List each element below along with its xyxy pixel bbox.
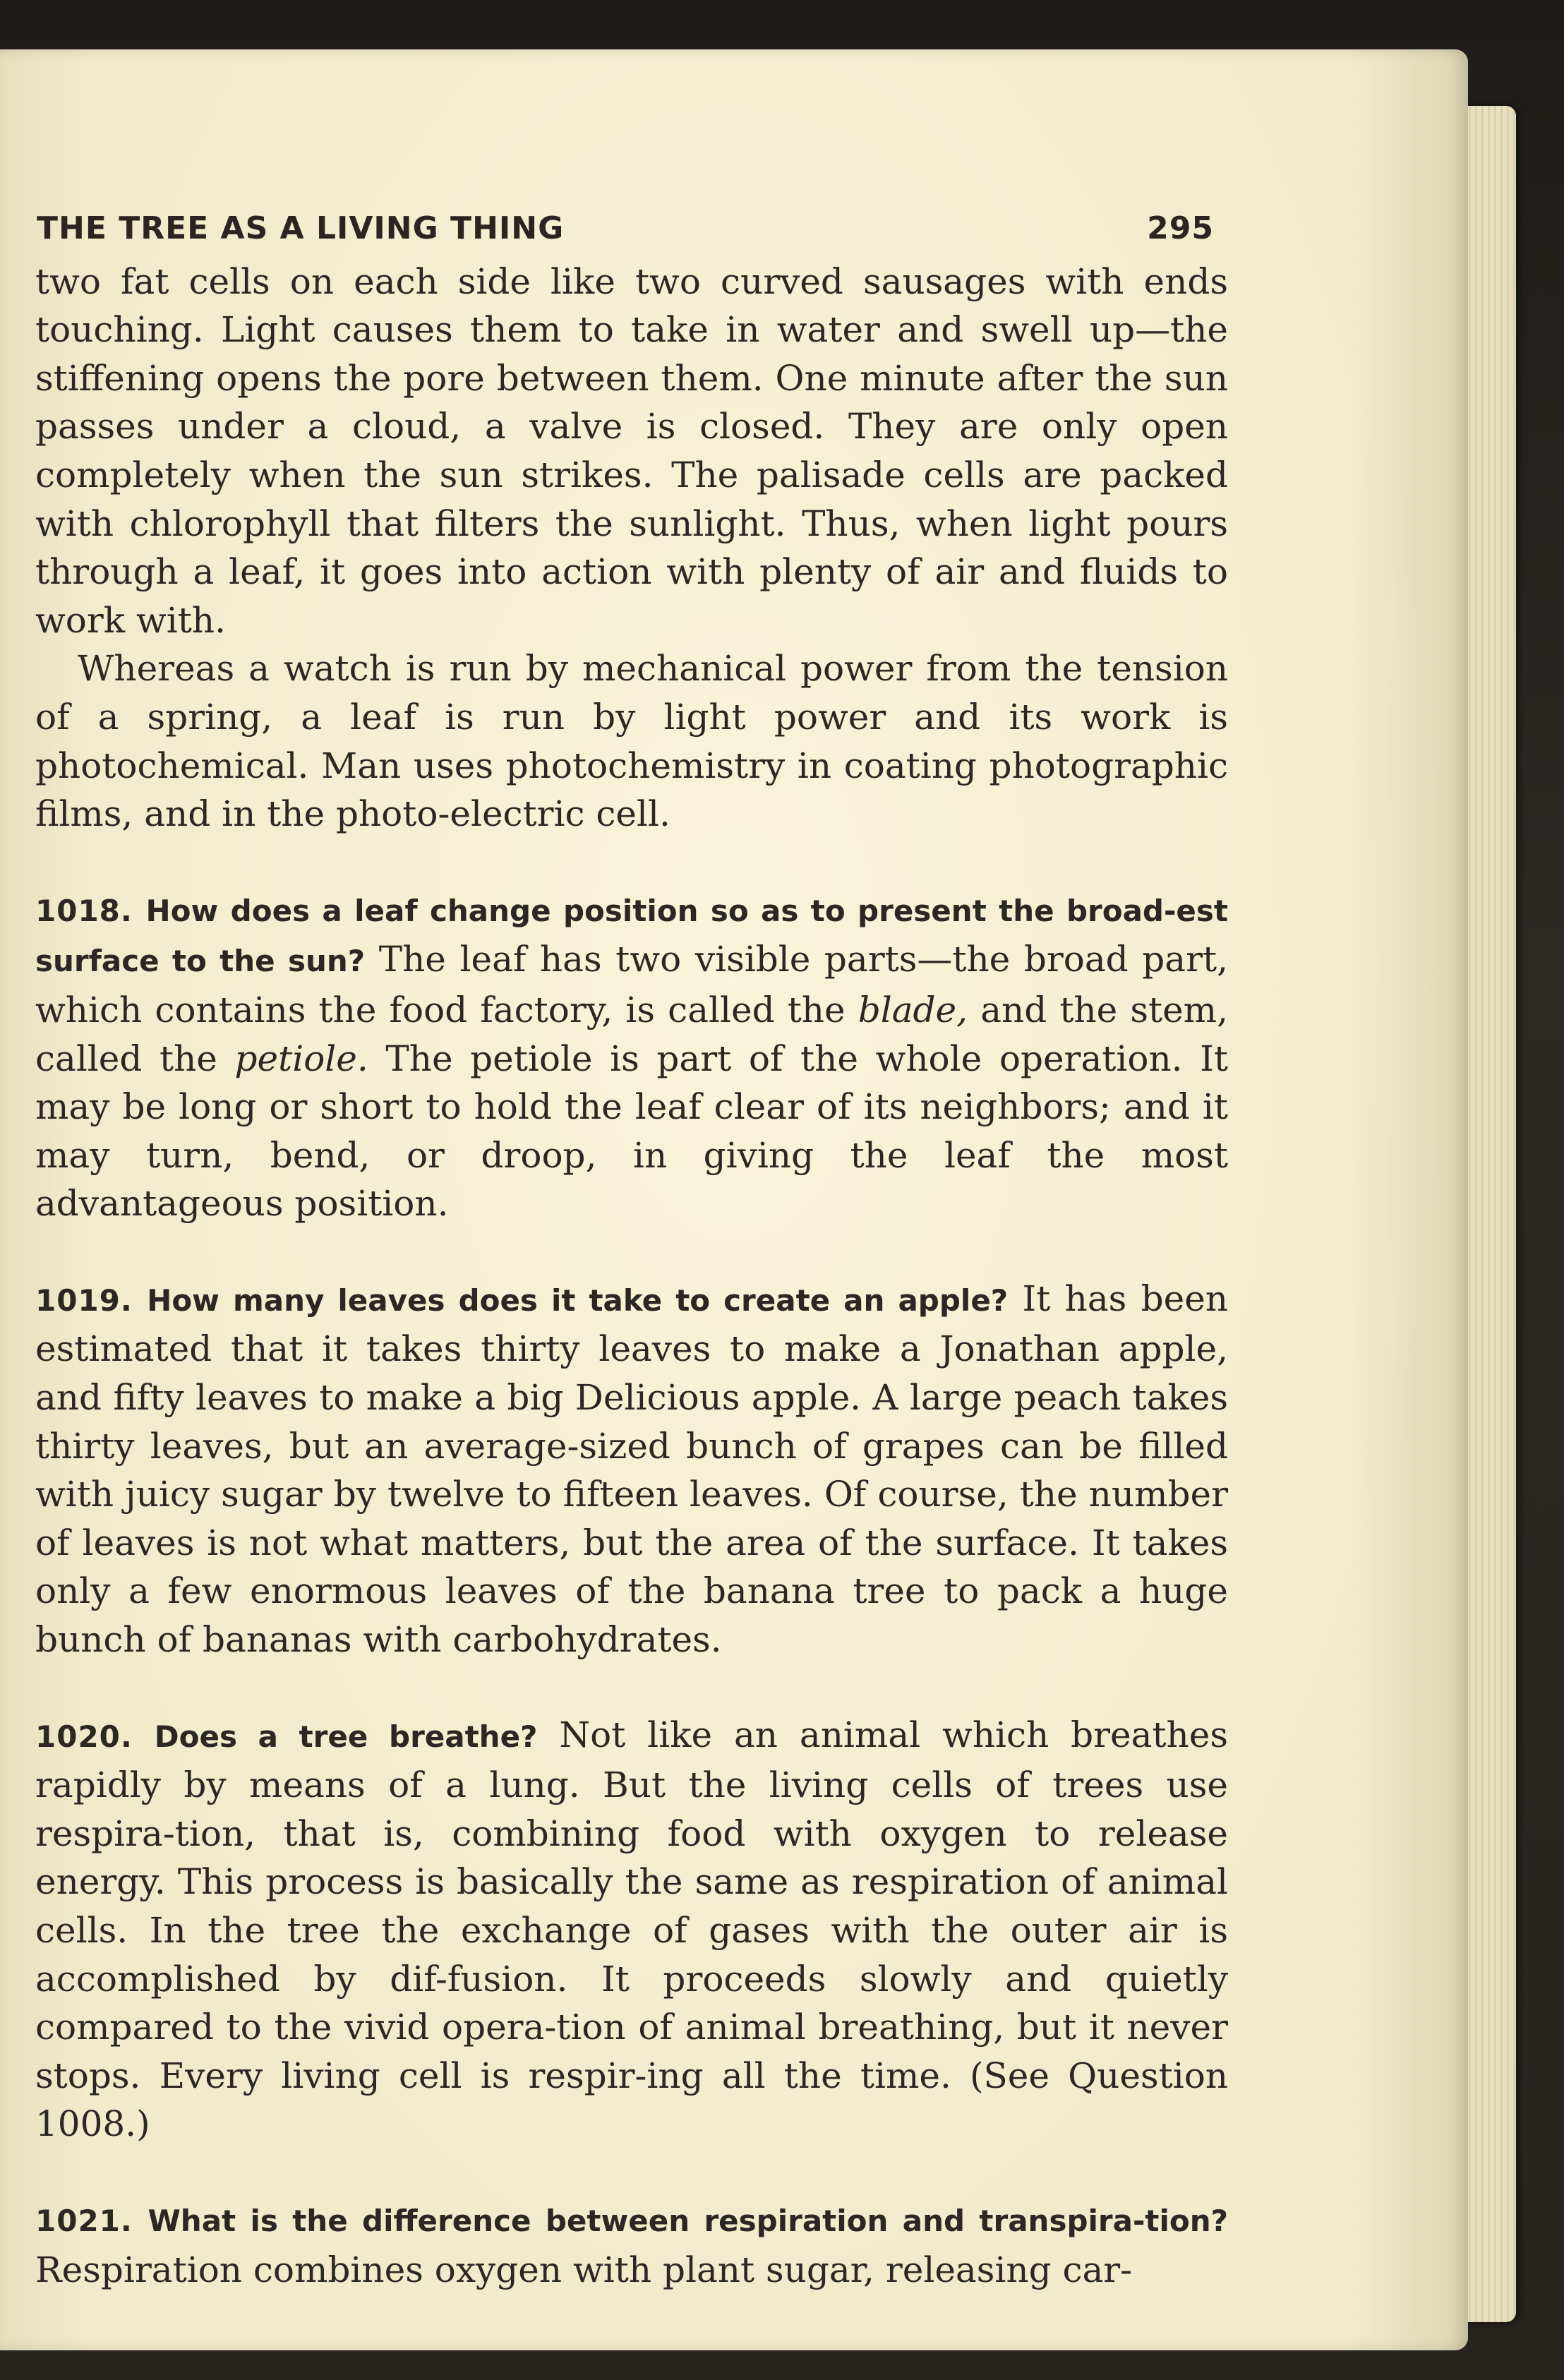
answer-italic-term: petiole. xyxy=(234,1038,368,1079)
question-number: 1020. xyxy=(35,1719,133,1754)
question-entry-1018 xyxy=(35,885,1228,1228)
answer-text: The leaf has two visible parts—the broad part, which contains the food factory, is called the xyxy=(35,939,1228,1030)
question-heading: How does a leaf change position so as to present the broad-est surface to the sun? xyxy=(35,893,1228,979)
paragraph-continued: two fat cells on each side like two curved sausages with ends touching. Light causes them to take in water and swell up—the stiffening opens the pore between them. One minute after the sun passes under a cloud, a valve is closed. They are only open completely when the sun strikes. The palisade cells are packed with chlorophyll that filters the sunlight. Thus, when light pours through a leaf, it goes into action with plenty of air and fluids to work with. xyxy=(35,260,1228,641)
running-head-title: THE TREE AS A LIVING THING xyxy=(37,210,565,246)
answer-text: and the stem, called the xyxy=(35,989,1228,1079)
paragraph-photochemical: Whereas a watch is run by mechanical power from the tension of a spring, a leaf is run by light power and its work is photochemical. Man uses photochemistry in coating photographic films, and in the photo-electric cell. xyxy=(35,648,1228,835)
question-heading: What is the difference between respiration and transpira-tion? xyxy=(148,2203,1228,2238)
question-heading: How many leaves does it take to create an apple? xyxy=(147,1282,1009,1318)
page-number: 295 xyxy=(1147,210,1214,246)
answer-text: Respiration combines oxygen with plant sugar, releasing car- xyxy=(35,2249,1133,2290)
question-number: 1018. xyxy=(35,893,133,928)
answer-text: Not like an animal which breathes rapidly by means of a lung. But the living cells of trees use respira-tion, that is, combining food with oxygen to release energy. This process is basically the same as respiration of animal cells. In the tree the exchange of gases with the outer air is accomplished by dif-fusion. It proceeds slowly and quietly compared to the vivid opera-tion of animal breathing, but it never stops. Every living cell is respir-ing all the time. (See Question 1008.) xyxy=(35,1714,1228,2145)
page-content xyxy=(35,205,1228,2294)
answer-text: The petiole is part of the whole operation. It may be long or short to hold the leaf clear of its neighbors; and it may turn, bend, or droop, in giving the leaf the most advantageous position. xyxy=(35,1038,1228,1225)
answer-text: It has been estimated that it takes thirty leaves to make a Jonathan apple, and fifty leaves to make a big Delicious apple. A large peach takes thirty leaves, but an average-sized bunch of grapes can be filled with juicy sugar by twelve to fifteen leaves. Of course, the number of leaves is not what matters, but the area of the surface. It takes only a few enormous leaves of the banana tree to pack a huge bunch of bananas with carbohydrates. xyxy=(35,1278,1228,1661)
answer-italic-term: blade, xyxy=(858,989,968,1030)
question-number: 1019. xyxy=(35,1282,133,1318)
question-entry-1021 xyxy=(35,2195,1228,2294)
running-head xyxy=(35,205,1228,253)
question-entry-1019 xyxy=(35,1275,1228,1664)
question-heading: Does a tree breathe? xyxy=(154,1719,538,1754)
question-entry-1020 xyxy=(35,1711,1228,2148)
question-number: 1021. xyxy=(35,2203,133,2238)
